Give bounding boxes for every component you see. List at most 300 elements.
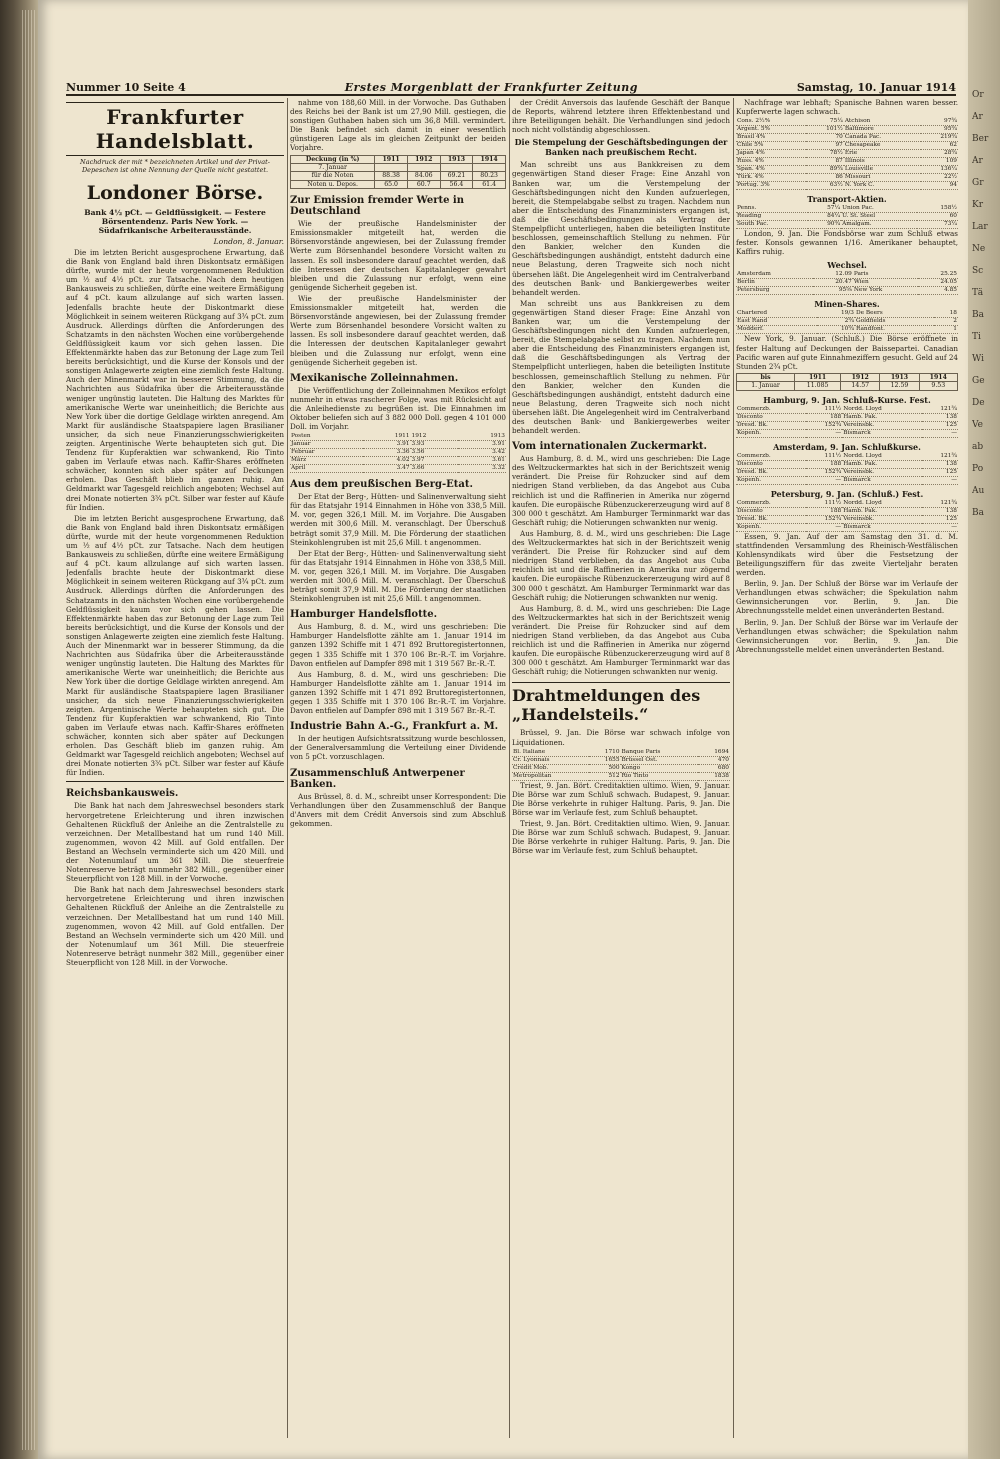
table-cell: Chesapeake — [844, 142, 921, 150]
table-cell: 219¾ — [921, 134, 958, 142]
table-cell: März — [290, 457, 363, 465]
column-rule — [509, 98, 510, 1438]
table-cell: 3.36 — [363, 449, 411, 457]
table-row — [290, 441, 506, 449]
table-cell: 121¾ — [922, 453, 959, 461]
mexiko-table — [290, 433, 506, 473]
table-cell: 1912 — [411, 433, 459, 441]
table-cell: 73¼ — [917, 221, 958, 229]
table-header-cell: 1913 — [440, 155, 473, 163]
table-cell: Nordd. Lloyd — [842, 500, 921, 508]
table-cell: 1913 — [458, 433, 506, 441]
table-cell: 84¼ — [808, 213, 841, 221]
stempel-headline: Die Stempelung der Geschäftsbedingungen der Banken nach preußischem Recht. — [514, 137, 728, 158]
table-cell: 109 — [921, 158, 958, 166]
minen-headline: Minen-Shares. — [814, 299, 880, 310]
table-cell: 63½ — [806, 182, 843, 190]
emission-article-cont: Wie der preußische Handelsminister der Emissionsmakler mitgeteilt hat, werden die Börsenvorstände angewiesen, bei der Zulassung fremder Werte zum Börsenhandel besondere Vorsicht walten zu lassen. Es soll insbesondere darauf geachtet werden, daß die Interessen der deutschen Kapitalanleger gewahrt bleiben und die Zulassung nur erfolgt, wenn eine genügende Sicherheit gegeben ist. — [290, 293, 506, 367]
amsterdam-table — [736, 453, 958, 485]
emission-article: Wie der preußische Handelsminister der Emissionsmakler mitgeteilt hat, werden die Börsenvorstände angewiesen, bei der Zulassung fremder Werte zum Börsenhandel besondere Vorsicht walten zu lassen. Es soll insbesondere darauf geachtet werden, daß die Interessen der deutschen Kapitalanleger gewahrt bleiben und die Zulassung nur erfolgt, wenn eine genügende Sicherheit gegeben ist. — [290, 219, 506, 292]
table-cell — [375, 163, 408, 171]
table-cell: Penns. — [736, 205, 808, 213]
header-paper-title: Erstes Morgenblatt der Frankfurter Zeitung — [344, 81, 638, 94]
table-cell: 121¾ — [922, 406, 959, 414]
berlin-report: Berlin, 9. Jan. Der Schluß der Börse war im Verlaufe der Verhandlungen etwas schwächer; die Spekulation nahm Gewinnsicherungen vor. Berlin, 9. Jan. Die Abrechnungsstelle meldet einen unveränderten Bestand. — [736, 579, 958, 616]
table-cell: 138 — [922, 460, 959, 468]
table-row — [736, 213, 958, 221]
hamburg-kurse-table — [736, 406, 958, 438]
deckung-table — [290, 155, 506, 190]
table-cell: Nordd. Lloyd — [842, 406, 921, 414]
draht-article-cont: Triest, 9. Jan. Bört. Creditaktien ultimo. Wien, 9. Januar. Die Börse war zum Schluß schwach. Budapest, 9. Januar. Die Börse verkehrte in ruhiger Haltung. Paris, 9. Jan. Die Börse war im Verlaufe fest, zum Schluß behauptet. — [512, 819, 730, 856]
table-cell: 60 — [917, 213, 958, 221]
bergetat-article-cont: Der Etat der Berg-, Hütten- und Salinenverwaltung sieht für das Etatsjahr 1914 Einnahmen in Höhe von 338,5 Mill. M. vor, gegen 326,1 Mill. M. im Vorjahre. Die Ausgaben werden mit 300,6 Mill. M. veranschlagt. Der Überschuß beträgt somit 37,9 Mill. M. Die Förderung der staatlichen Steinkohlengruben ist mit 25,6 Mill. t angenommen. — [290, 548, 506, 604]
book-binding — [0, 0, 38, 1459]
table-row — [736, 142, 958, 150]
table-header-cell: 1914 — [473, 155, 506, 163]
table-cell: 57¼ — [808, 205, 841, 213]
hamburg-flotte-article: Aus Hamburg, 8. d. M., wird uns geschrieben: Die Hamburger Handelsflotte zählte am 1. Januar 1914 im ganzen 1392 Schiffe mit 1 471 892 Bruttoregistertonnen, gegen 1 335 Schiffe mit 1 370 106 Br.-R.-T. im Vorjahre. Davon entfielen auf Dampfer 898 mit 1 319 567 Br.-R.-T. — [290, 622, 506, 668]
table-cell: Portug. 3% — [736, 182, 806, 190]
edge-text-fragment: Or — [972, 90, 984, 100]
table-cell: Paris — [853, 271, 918, 279]
table-cell: 125 — [922, 421, 959, 429]
table-cell: — — [806, 476, 842, 484]
table-row — [736, 174, 958, 182]
table-cell: April — [290, 465, 363, 473]
table-cell: 111½ — [806, 500, 842, 508]
table-cell: Vereinsbk. — [842, 515, 921, 523]
table-row — [290, 465, 506, 473]
table-cell: Rio Tinto — [621, 772, 699, 780]
london-article-cont: Die im letzten Bericht ausgesprochene Erwartung, daß die Bank von England bald ihren Diskontsatz ermäßigen dürfte, wurde mit der heute vorgenommenen Reduktion um ½ auf 4½ pCt. zur Tatsache. Nach dem heutigen Bankausweis zu schließen, dürfte eine weitere Ermäßigung auf 4 pCt. kaum allzulange auf sich warten lassen. Jedenfalls brachte heute der Diskontmarkt diese Möglichkeit in seinem weiteren Rückgang auf 3¾ pCt. zum Ausdruck. Allerdings dürften die Anforderungen des Schatzamts in den nächsten Wochen eine vorübergehende Geldflüssigkeit kaum vor sich gehen lassen. Die Effektenmärkte haben das zur Betonung der Lage zum Teil bereits berücksichtigt, und die Kurse der Konsols und der sonstigen Anlagewerte zeigten eine ziemlich feste Haltung. Auch der Minenmarkt war in besserer Stimmung, da die Nachrichten aus Südafrika über die Arbeiterausstände weniger ungünstig lauteten. Die Haltung des Marktes für amerikanische Werte war uneinheitlich; die Berichte aus New York über die dortige Geldlage wirkten anregend. Am Markt für ausländische Staatspapiere lagen Brasilianer unsicher, da sich neue Finanzierungsschwierigkeiten zeigten. Argentinische Werte behaupteten sich gut. Die Tendenz für Kupferaktien war schwankend, Rio Tinto gaben im Verlaufe etwas nach. Kaffir-Shares eröffneten schwächer, konnten sich aber später auf Deckungen erholen. Das Geschäft blieb im ganzen ruhig. Am Geldmarkt war Tagesgeld reichlich angeboten; Wechsel auf drei Monate notierten 3¾ pCt. Silber war fester auf Käufe für Indien. — [66, 513, 284, 778]
col3-intro: der Crédit Anversois das laufende Geschäft der Banque de Reports, während letztere ihren Effektenbestand und ihre Beteiligungen behält. Die Verhandlungen sind jedoch noch nicht vollständig abgeschlossen. — [512, 98, 730, 135]
table-cell: Wien — [853, 279, 918, 287]
table-row — [736, 429, 958, 437]
table-cell: 87 — [806, 158, 843, 166]
col2-intro: nahme von 188,60 Mill. in der Vorwoche. Das Guthaben des Reichs bei der Bank ist um 27,90 Mill. gestiegen, die sonstigen Guthaben haben sich um 36,8 Mill. vermindert. Die Bank befindet sich damit in einer wesentlich günstigeren Lage als im gleichen Zeitpunkt der beiden Vorjahre. — [290, 98, 506, 153]
table-cell: Petersburg — [736, 287, 813, 295]
table-cell: — — [806, 429, 842, 437]
london-subheadline: Bank 4½ pCt. — Geldflüssigkeit. — Festere Börsentendenz. Paris New York. — Südafrikanische Arbeiterausstände. — [84, 208, 266, 235]
table-cell: New York — [853, 287, 918, 295]
table-cell: 3.32 — [458, 465, 506, 473]
table-row — [736, 118, 958, 126]
table-header-cell: Deckung (in %) — [291, 155, 375, 163]
table-cell: 62 — [921, 142, 958, 150]
table-cell: 1655 — [589, 756, 621, 764]
london-headline: Londoner Börse. — [86, 182, 264, 204]
table-cell: Baltimore — [844, 126, 921, 134]
table-cell: Bismarck — [842, 429, 921, 437]
table-cell: — — [922, 476, 959, 484]
table-cell: 89¾ — [806, 166, 843, 174]
header-date: Samstag, 10. Januar 1914 — [796, 81, 956, 94]
table-row — [736, 310, 958, 318]
table-cell: 19/3 — [817, 310, 855, 318]
wechsel-table — [736, 271, 958, 295]
petersburg-table — [736, 500, 958, 532]
table-cell: 24.05 — [918, 279, 958, 287]
table-cell: Brasil 4% — [736, 134, 806, 142]
table-cell: Metropolitan — [512, 772, 589, 780]
table-row — [291, 163, 506, 171]
table-cell: 152¾ — [806, 468, 842, 476]
table-cell: 20.47 — [813, 279, 853, 287]
table-cell: — — [922, 523, 959, 531]
table-cell: Kopenh. — [736, 523, 806, 531]
hamburg-kurse-headline: Hamburg, 9. Jan. Schluß-Kurse. Fest. — [763, 394, 931, 405]
table-cell: Missouri — [844, 174, 921, 182]
table-cell: Japan 4% — [736, 150, 806, 158]
transport-headline: Transport-Aktien. — [807, 194, 887, 205]
table-row — [736, 166, 958, 174]
table-cell: Commerzb. — [736, 453, 806, 461]
table-cell: 500 — [589, 764, 621, 772]
antwerpen-article: Aus Brüssel, 8. d. M., schreibt unser Korrespondent: Die Verhandlungen über den Zusammenschluß der Banque d'Anvers mit dem Crédit Anversois sind zum Abschluß gekommen. — [290, 791, 506, 828]
table-cell: 138 — [922, 507, 959, 515]
table-cell: 28¾ — [921, 150, 958, 158]
table-row — [736, 326, 958, 334]
table-cell: Dresd. Bk. — [736, 515, 806, 523]
table-cell: — — [922, 429, 959, 437]
table-cell: Vereinsbk. — [842, 421, 921, 429]
mexiko-article: Die Veröffentlichung der Zolleinnahmen Mexikos erfolgt nunmehr in etwas rascherer Folge, was mit Rücksicht auf die Anleihedienste zu begrüßen ist. Die Einnahmen im Oktober beliefen sich auf 3 882 000 Doll. gegen 4 101 000 Doll. im Vorjahr. — [290, 385, 506, 432]
table-cell: 158½ — [917, 205, 958, 213]
table-cell: 80.23 — [473, 172, 506, 180]
newspaper-page — [38, 0, 968, 1459]
table-cell: 95¾ — [921, 126, 958, 134]
table-cell: 84.06 — [407, 172, 440, 180]
table-cell: Dresd. Bk. — [736, 468, 806, 476]
table-cell: 56.4 — [440, 180, 473, 188]
table-cell: Februar — [290, 449, 363, 457]
london-dateline: London, 8. Januar. — [213, 237, 284, 246]
table-cell: Randfont. — [855, 326, 934, 334]
stempel-article: Man schreibt uns aus Bankkreisen zu dem gegenwärtigen Stand dieser Frage: Eine Anzahl von Banken war, um die Verstempelung der Geschäftsbedingungen nicht den Kunden aufzuerlegen, bereit, die Stempelabgabe selbst zu tragen. Nachdem nun aber die Entscheidung des Finanzministers ergangen ist, daß die Geschäftsbedingungen als Vertrag der Stempelpflicht unterliegen, haben die beteiligten Institute beschlossen, gemeinschaftlich Stellung zu nehmen. Für den Bankier, welcher den Kunden die Geschäftsbedingungen aushändigt, entsteht dadurch eine neue Belastung, deren Tragweite sich noch nicht übersehen läßt. Die Angelegenheit wird im Centralverband des deutschen Bank- und Bankiergewerbes weiter behandelt werden. — [512, 160, 730, 297]
table-cell: 88.38 — [375, 172, 408, 180]
transport-table — [736, 205, 958, 229]
masthead-note: Nachdruck der mit * bezeichneten Artikel und der Privat-Depeschen ist ohne Nennung der Quelle nicht gestattet. — [80, 158, 270, 174]
table-cell: Goldfields — [855, 318, 934, 326]
table-row — [736, 271, 958, 279]
wechsel-headline: Wechsel. — [827, 260, 867, 271]
drahtmeldungen-headline: Drahtmeldungen des „Handelsteils.“ — [512, 682, 730, 724]
table-cell: 18 — [934, 310, 958, 318]
edge-text-fragment: De — [972, 398, 985, 408]
table-cell: 188 — [806, 413, 842, 421]
table-cell: 121¾ — [922, 500, 959, 508]
reichsbank-headline: Reichsbankausweis. — [66, 788, 179, 800]
table-cell: 61.4 — [473, 180, 506, 188]
table-cell: Disconto — [736, 460, 806, 468]
table-cell: Hamb. Pak. — [842, 460, 921, 468]
table-cell: 22½ — [921, 174, 958, 182]
table-cell: Hamb. Pak. — [842, 507, 921, 515]
table-row — [736, 182, 958, 190]
table-header-cell: 1914 — [919, 373, 957, 381]
table-row — [512, 756, 730, 764]
mexiko-headline: Mexikanische Zolleinnahmen. — [290, 372, 459, 384]
table-row — [736, 413, 958, 421]
table-cell: 152¾ — [806, 421, 842, 429]
table-cell: Vereinsbk. — [842, 468, 921, 476]
table-cell: 69.21 — [440, 172, 473, 180]
table-cell: 86 — [806, 174, 843, 182]
table-cell: Span. 4% — [736, 166, 806, 174]
header-page-number: Nummer 10 Seite 4 — [66, 81, 186, 94]
table-cell: 70 — [806, 134, 843, 142]
table-row — [291, 172, 506, 180]
table-row — [736, 318, 958, 326]
table-row — [736, 126, 958, 134]
minen-table — [736, 310, 958, 334]
table-row — [512, 749, 730, 757]
table-cell: Kopenh. — [736, 429, 806, 437]
table-cell: 3.91 — [363, 441, 411, 449]
table-cell: 10¾ — [817, 326, 855, 334]
hamburg-flotte-headline: Hamburger Handelsflotte. — [290, 609, 438, 621]
table-header-cell: bis — [737, 373, 795, 381]
table-row — [736, 421, 958, 429]
table-cell: 470 — [698, 756, 730, 764]
table-cell — [407, 163, 440, 171]
table-row — [736, 279, 958, 287]
table-row — [736, 507, 958, 515]
table-cell: Amsterdam — [736, 271, 813, 279]
table-cell: 1710 — [589, 749, 621, 757]
table-cell: East Rand — [736, 318, 817, 326]
table-cell — [473, 163, 506, 171]
table-cell: Cons. 2½% — [736, 118, 806, 126]
column-4 — [736, 98, 958, 1438]
table-cell: Crédit Mob. — [512, 764, 589, 772]
table-cell: 95⅝ — [813, 287, 853, 295]
table-row — [736, 221, 958, 229]
table-row — [736, 500, 958, 508]
table-row — [736, 205, 958, 213]
edge-text-fragment: Ge — [972, 376, 985, 386]
table-header-cell: 1911 — [375, 155, 408, 163]
emission-headline: Zur Emission fremder Werte in Deutschland — [290, 195, 464, 218]
table-cell: 12.09 — [813, 271, 853, 279]
col4-intro: Nachfrage war lebhaft; Spanische Bahnen waren besser. Kupferwerte lagen schwach. — [736, 98, 958, 117]
column-rule — [287, 98, 288, 1438]
edge-text-fragment: Ve — [972, 420, 983, 430]
next-page-edge — [968, 0, 1000, 1459]
antwerpen-headline: Zusammenschluß Antwerpener Banken. — [290, 767, 465, 790]
table-cell: 7. Januar — [291, 163, 375, 171]
london-article: Die im letzten Bericht ausgesprochene Erwartung, daß die Bank von England bald ihren Diskontsatz ermäßigen dürfte, wurde mit der heute vorgenommenen Reduktion um ½ auf 4½ pCt. zur Tatsache. Nach dem heutigen Bankausweis zu schließen, dürfte eine weitere Ermäßigung auf 4 pCt. kaum allzulange auf sich warten lassen. Jedenfalls brachte heute der Diskontmarkt diese Möglichkeit in seinem weiteren Rückgang auf 3¾ pCt. zum Ausdruck. Allerdings dürften die Anforderungen des Schatzamts in den nächsten Wochen eine vorübergehende Geldflüssigkeit kaum vor sich gehen lassen. Die Effektenmärkte haben das zur Betonung der Lage zum Teil bereits berücksichtigt, und die Kurse der Konsols und der sonstigen Anlagewerte zeigten eine ziemlich feste Haltung. Auch der Minenmarkt war in besserer Stimmung, da die Nachrichten aus Südafrika über die Arbeiterausstände weniger ungünstig lauteten. Die Haltung des Marktes für amerikanische Werte war uneinheitlich; die Berichte aus New York über die dortige Geldlage wirkten anregend. Am Markt für ausländische Staatspapiere lagen Brasilianer unsicher, da sich neue Finanzierungsschwierigkeiten zeigten. Argentinische Werte behaupteten sich gut. Die Tendenz für Kupferaktien war schwankend, Rio Tinto gaben im Verlaufe etwas nach. Kaffir-Shares eröffneten schwächer, konnten sich aber später auf Deckungen erholen. Das Geschäft blieb im ganzen ruhig. Am Geldmarkt war Tagesgeld reichlich angeboten; Wechsel auf drei Monate notierten 3¾ pCt. Silber war fester auf Käufe für Indien. — [66, 248, 284, 512]
table-cell: 1 — [934, 326, 958, 334]
column-2 — [290, 98, 506, 1438]
masthead: Frankfurter Handelsblatt. — [66, 102, 284, 156]
table-row — [736, 134, 958, 142]
table-cell: 14.57 — [841, 382, 880, 390]
table-cell: 4.85 — [918, 287, 958, 295]
bergetat-headline: Aus dem preußischen Berg-Etat. — [290, 479, 473, 491]
table-cell: 90¾ — [808, 221, 841, 229]
table-row — [291, 180, 506, 188]
table-cell: Brüssel Ost. — [621, 756, 699, 764]
table-cell: Bismarck — [842, 476, 921, 484]
table-header-cell: 1912 — [841, 373, 880, 381]
table-row — [290, 433, 506, 441]
table-cell: 9.53 — [919, 382, 957, 390]
umsatz-table — [736, 373, 958, 391]
table-cell: Banque Paris — [621, 749, 699, 757]
edge-text-fragment: ab — [972, 442, 984, 452]
table-cell: 65.0 — [375, 180, 408, 188]
table-cell: 512 — [589, 772, 621, 780]
table-cell: 111½ — [806, 453, 842, 461]
table-cell: Disconto — [736, 413, 806, 421]
table-header-cell: 1911 — [795, 373, 841, 381]
hamburg-flotte-article-cont: Aus Hamburg, 8. d. M., wird uns geschrieben: Die Hamburger Handelsflotte zählte am 1. Januar 1914 im ganzen 1392 Schiffe mit 1 471 892 Bruttoregistertonnen, gegen 1 335 Schiffe mit 1 370 106 Br.-R.-T. im Vorjahre. Davon entfielen auf Dampfer 898 mit 1 319 567 Br.-R.-T. — [290, 669, 506, 716]
table-cell: Nordd. Lloyd — [842, 453, 921, 461]
table-cell: 188 — [806, 460, 842, 468]
table-cell: Posten — [290, 433, 363, 441]
table-cell: 1. Januar — [737, 382, 795, 390]
kurse-table — [736, 118, 958, 190]
table-cell: Disconto — [736, 507, 806, 515]
bergetat-article: Der Etat der Berg-, Hütten- und Salinenverwaltung sieht für das Etatsjahr 1914 Einnahmen in Höhe von 338,5 Mill. M. vor, gegen 326,1 Mill. M. im Vorjahre. Die Ausgaben werden mit 300,6 Mill. M. veranschlagt. Der Überschuß beträgt somit 37,9 Mill. M. Die Förderung der staatlichen Steinkohlengruben ist mit 25,6 Mill. t angenommen. — [290, 492, 506, 547]
table-cell: 25.25 — [918, 271, 958, 279]
industrie-headline: Industrie Bahn A.-G., Frankfurt a. M. — [290, 721, 499, 733]
reichsbank-article: Die Bank hat nach dem Jahreswechsel besonders stark hervorgetretene Erleichterung und ihren inzwischen Gehaltenen Rückfluß der Anleihe an die Zentralstelle zu verzeichnen. Der Metallbestand hat um rund 140 Mill. zugenommen, wovon 42 Mill. auf Gold entfallen. Der Bestand an Wechseln verminderte sich um 420 Mill. und der Notenumlauf um 361 Mill. Die steuerfreie Notenreserve beträgt nunmehr 382 Mill., gegenüber einer Steuerpflicht von 128 Mill. in der Vorwoche. — [66, 801, 284, 884]
table-cell: 3.93 — [411, 441, 459, 449]
table-cell: Amalgam. — [841, 221, 917, 229]
table-cell: Noten u. Depos. — [291, 180, 375, 188]
table-cell: 152¾ — [806, 515, 842, 523]
table-cell: 11.085 — [795, 382, 841, 390]
page-header — [66, 72, 956, 96]
table-cell: U. St. Steel — [841, 213, 917, 221]
table-cell: 3.56 — [411, 449, 459, 457]
table-cell: 3.91 — [458, 441, 506, 449]
table-row — [736, 476, 958, 484]
table-cell: 3.66 — [411, 465, 459, 473]
edge-text-fragment: Ar — [972, 112, 983, 122]
table-cell: Chile 5% — [736, 142, 806, 150]
table-row — [737, 382, 958, 390]
brussel-table — [512, 749, 730, 781]
stempel-article-cont: Man schreibt uns aus Bankkreisen zu dem gegenwärtigen Stand dieser Frage: Eine Anzahl von Banken war, um die Verstempelung der Geschäftsbedingungen nicht den Kunden aufzuerlegen, bereit, die Stempelabgabe selbst zu tragen. Nachdem nun aber die Entscheidung des Finanzministers ergangen ist, daß die Geschäftsbedingungen als Vertrag der Stempelpflicht unterliegen, haben die beteiligten Institute beschlossen, gemeinschaftlich Stellung zu nehmen. Für den Bankier, welcher den Kunden die Geschäftsbedingungen aushändigt, entsteht dadurch eine neue Belastung, deren Tragweite sich noch nicht übersehen läßt. Die Angelegenheit wird im Centralverband des deutschen Bank- und Bankiergewerbes weiter behandelt werden. — [512, 298, 730, 436]
table-cell: Commerzb. — [736, 500, 806, 508]
column-rule — [733, 98, 734, 1438]
petersburg-headline: Petersburg, 9. Jan. (Schluß.) Fest. — [770, 488, 924, 499]
table-cell: 2 — [934, 318, 958, 326]
table-row — [736, 287, 958, 295]
table-row — [736, 460, 958, 468]
table-cell: South Pac. — [736, 221, 808, 229]
draht-article: Triest, 9. Jan. Bört. Creditaktien ultimo. Wien, 9. Januar. Die Börse war zum Schluß schwach. Budapest, 9. Januar. Die Börse verkehrte in ruhiger Haltung. Paris, 9. Jan. Die Börse war im Verlaufe fest, zum Schluß behauptet. — [512, 780, 730, 817]
table-cell: 680 — [698, 764, 730, 772]
edge-text-fragment: Ba — [972, 508, 984, 518]
edge-text-fragment: Ber — [972, 134, 989, 144]
table-cell: 3.47 — [363, 465, 411, 473]
table-cell: 125 — [922, 468, 959, 476]
zucker-article-cont: Aus Hamburg, 8. d. M., wird uns geschrieben: Die Lage des Weltzuckermarktes hat sich in der Berichtszeit wenig verändert. Die Preise für Rohzucker sind auf dem niedrigen Stand verblieben, da das Angebot aus Cuba reichlich ist und die Raffinerien in Amerika nur zögernd kaufen. Die europäische Rübenzuckererzeugung wird auf 8 300 000 t geschätzt. Am Hamburger Terminmarkt war das Geschäft ruhig; die Notierungen schwankten nur wenig. — [512, 528, 730, 602]
table-cell: Dresd. Bk. — [736, 421, 806, 429]
edge-text-fragment: Tä — [972, 288, 984, 298]
column-1 — [66, 98, 284, 1438]
draht-brussel: Brüssel, 9. Jan. Die Börse war schwach infolge von Liquidationen. — [512, 728, 730, 747]
column-3 — [512, 98, 730, 1438]
amsterdam-headline: Amsterdam, 9. Jan. Schlußkurse. — [773, 441, 921, 452]
edge-text-fragment: Ti — [972, 332, 981, 342]
berlin-report-cont: Berlin, 9. Jan. Der Schluß der Börse war im Verlaufe der Verhandlungen etwas schwächer; die Spekulation nahm Gewinnsicherungen vor. Berlin, 9. Jan. Die Abrechnungsstelle meldet einen unveränderten Bestand. — [736, 617, 958, 654]
table-row — [512, 764, 730, 772]
edge-text-fragment: Ne — [972, 244, 986, 254]
table-cell: Union Pac. — [841, 205, 917, 213]
table-row — [736, 515, 958, 523]
table-cell: 1911 — [363, 433, 411, 441]
table-cell: 97¾ — [921, 118, 958, 126]
table-cell: De Beers — [855, 310, 934, 318]
table-cell: 75¼ — [806, 118, 843, 126]
table-cell: 2¾ — [817, 318, 855, 326]
edge-text-fragment: Po — [972, 464, 984, 474]
table-row — [736, 468, 958, 476]
table-cell: Commerzb. — [736, 406, 806, 414]
table-cell: 101½ — [806, 126, 843, 134]
table-header-cell: 1912 — [407, 155, 440, 163]
essen-report: Essen, 9. Jan. Auf der am Samstag den 31. d. M. stattfindenden Versammlung des Rheinisch-Westfälischen Kohlensyndikats wird über die Festsetzung der Beteiligungsziffern für das zweite Vierteljahr beraten werden. — [736, 531, 958, 578]
table-cell: 3.61 — [458, 457, 506, 465]
table-cell: Berlin — [736, 279, 813, 287]
reichsbank-article-cont: Die Bank hat nach dem Jahreswechsel besonders stark hervorgetretene Erleichterung und ihren inzwischen Gehaltenen Rückfluß der Anleihe an die Zentralstelle zu verzeichnen. Der Metallbestand hat um rund 140 Mill. zugenommen, wovon 42 Mill. auf Gold entfallen. Der Bestand an Wechseln verminderte sich um 420 Mill. und der Notenumlauf um 361 Mill. Die steuerfreie Notenreserve beträgt nunmehr 382 Mill., gegenüber einer Steuerpflicht von 128 Mill. in der Vorwoche. — [66, 885, 284, 968]
table-cell: Erie — [844, 150, 921, 158]
edge-text-fragment: Gr — [972, 178, 984, 188]
industrie-article: In der heutigen Aufsichtsratssitzung wurde beschlossen, der Generalversammlung die Verteilung einer Dividende von 5 pCt. vorzuschlagen. — [290, 734, 506, 762]
edge-text-fragment: Kr — [972, 200, 984, 210]
table-cell: — — [806, 523, 842, 531]
table-cell: Modderf. — [736, 326, 817, 334]
table-cell: Kongo — [621, 764, 699, 772]
table-cell: 1838 — [698, 772, 730, 780]
table-cell: Illinois — [844, 158, 921, 166]
edge-text-fragment: Sc — [972, 266, 984, 276]
table-row — [736, 453, 958, 461]
table-cell — [440, 163, 473, 171]
table-cell: Argent. 5% — [736, 126, 806, 134]
table-row — [512, 772, 730, 780]
table-row — [736, 523, 958, 531]
table-cell: Russ. 4% — [736, 158, 806, 166]
london-report: London, 9. Jan. Die Fondsbörse war zum Schluß etwas fester. Konsols gewannen 1/16. Amerikaner behauptet, Kaffirs ruhig. — [736, 229, 958, 257]
table-header-cell: 1913 — [880, 373, 919, 381]
edge-text-fragment: Wi — [972, 354, 984, 364]
table-cell: Bl. Italiane — [512, 749, 589, 757]
zucker-article: Aus Hamburg, 8. d. M., wird uns geschrieben: Die Lage des Weltzuckermarktes hat sich in der Berichtszeit wenig verändert. Die Preise für Rohzucker sind auf dem niedrigen Stand verblieben, da das Angebot aus Cuba reichlich ist und die Raffinerien in Amerika nur zögernd kaufen. Die europäische Rübenzuckererzeugung wird auf 8 300 000 t geschätzt. Am Hamburger Terminmarkt war das Geschäft ruhig; die Notierungen schwankten nur wenig. — [512, 454, 730, 527]
edge-text-fragment: Ar — [972, 156, 983, 166]
table-cell: Türk. 4% — [736, 174, 806, 182]
table-cell: 94 — [921, 182, 958, 190]
table-cell: Atchison — [844, 118, 921, 126]
edge-text-fragment: Lar — [972, 222, 988, 232]
table-cell: 138 — [922, 413, 959, 421]
table-cell: 60.7 — [407, 180, 440, 188]
table-cell: N. York C. — [844, 182, 921, 190]
table-cell: Cr. Lyonnais — [512, 756, 589, 764]
table-row — [736, 406, 958, 414]
table-cell: 136¼ — [921, 166, 958, 174]
table-cell: Kopenh. — [736, 476, 806, 484]
table-row — [290, 449, 506, 457]
table-cell: Canada Pac. — [844, 134, 921, 142]
table-cell: 111½ — [806, 406, 842, 414]
